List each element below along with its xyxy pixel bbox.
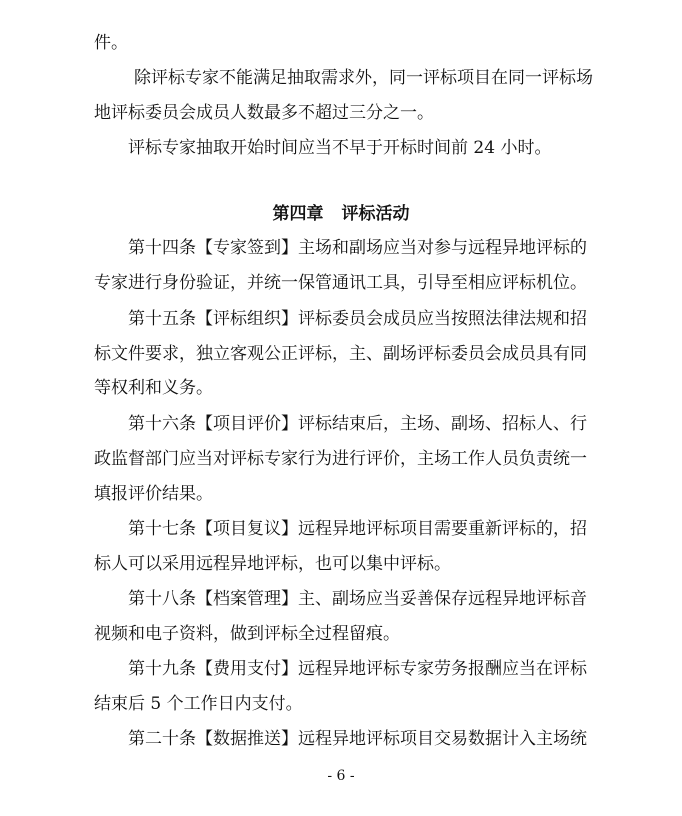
text-line: 件。 (94, 33, 128, 53)
chapter-heading (0, 204, 682, 224)
article-line: 第二十条【数据推送】远程异地评标项目交易数据计入主场统 (128, 729, 587, 749)
text-line: 除评标专家不能满足抽取需求外，同一评标项目在同一评标场 (134, 68, 593, 88)
text-line: 填报评价结果。 (94, 484, 213, 504)
article-line: 第十四条【专家签到】主场和副场应当对参与远程异地评标的 (128, 238, 587, 258)
page-number: - 6 - (327, 768, 355, 784)
text-line: 等权利和义务。 (94, 378, 213, 398)
article-line: 第十五条【评标组织】评标委员会成员应当按照法律法规和招 (128, 309, 587, 329)
text-line: 结束后 5 个工作日内支付。 (94, 694, 303, 714)
article-line: 第十九条【费用支付】远程异地评标专家劳务报酬应当在评标 (128, 659, 587, 679)
text-line: 地评标委员会成员人数最多不超过三分之一。 (94, 103, 434, 123)
chapter-number: 第四章 (272, 204, 324, 224)
text-line: 政监督部门应当对评标专家行为进行评价，主场工作人员负责统一 (94, 449, 587, 469)
text-line: 专家进行身份验证，并统一保管通讯工具，引导至相应评标机位。 (94, 273, 587, 293)
chapter-title: 评标活动 (341, 204, 410, 224)
text-line: 标文件要求，独立客观公正评标，主、副场评标委员会成员具有同 (94, 344, 587, 364)
text-line: 评标专家抽取开始时间应当不早于开标时间前 24 小时。 (128, 138, 552, 158)
text-line: 视频和电子资料，做到评标全过程留痕。 (94, 624, 400, 644)
article-line: 第十八条【档案管理】主、副场应当妥善保存远程异地评标音 (128, 589, 587, 609)
text-line: 标人可以采用远程异地评标，也可以集中评标。 (94, 554, 451, 574)
article-line: 第十六条【项目评价】评标结束后，主场、副场、招标人、行 (128, 414, 587, 434)
article-line: 第十七条【项目复议】远程异地评标项目需要重新评标的，招 (128, 519, 587, 539)
